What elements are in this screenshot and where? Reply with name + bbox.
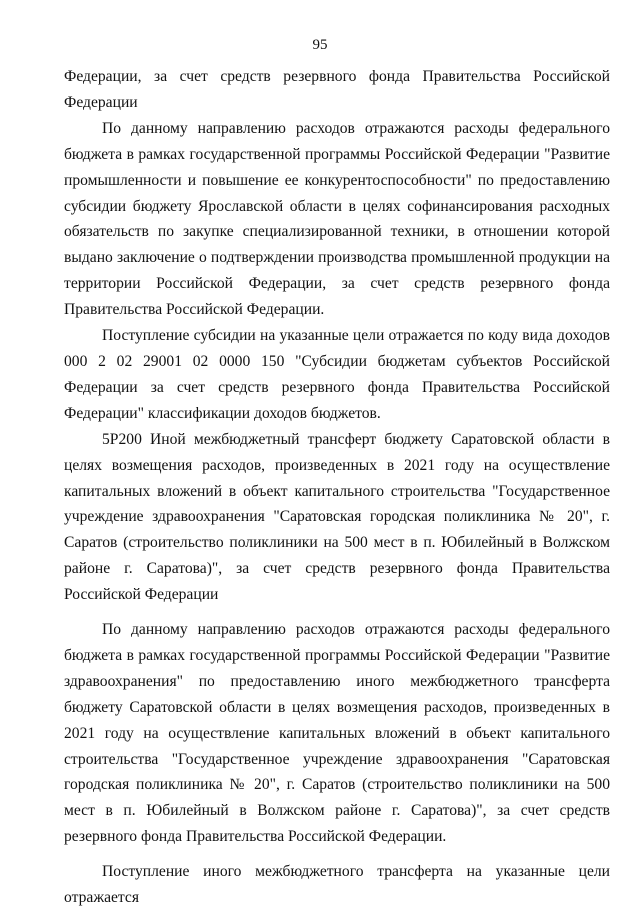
paragraph-5p200-heading: 5Р200 Иной межбюджетный трансферт бюджету Саратовской области в целях возмещения расходов, произведенных в 2021 году на осуществление капитальных вложений в объект капитального строительства "Государственное учреждение здравоохранения "Саратовская городская поликлиника № 20", г. Саратов (строительство поликлиники на 500 мест в п. Юбилейный в Волжском районе г. Саратова)", за счет средств резервного фонда Правительства Российской Федерации bbox=[64, 430, 610, 604]
paragraph-5p200-expenses-description: По данному направлению расходов отражаются расходы федерального бюджета в рамках государственной программы Российской Федерации "Развитие здравоохранения" по предоставлению иного межбюджетного трансферта бюджету Саратовской области в целях возмещения расходов, произведенных в 2021 году на осуществление капитальных вложений в объект капитального строительства "Государственное учреждение здравоохранения "Саратовская городская поликлиника № 20", г. Саратов (строительство поликлиники на 500 мест в п. Юбилейный в Волжском районе г. Саратова)", за счет средств резервного фонда Правительства Российской Федерации. bbox=[64, 621, 610, 846]
paragraph-expenses-description: По данному направлению расходов отражаются расходы федерального бюджета в рамках государственной программы Российской Федерации "Развитие промышленности и повышение ее конкурентоспособности" по предоставлению субсидии бюджету Ярославской области в целях софинансирования расходных обязательств по закупке специализированной техники, в отношении которой выдано заключение о подтверждении производства промышленной продукции на территории Российской Федерации, за счет средств резервного фонда Правительства Российской Федерации. bbox=[64, 119, 610, 319]
paragraph-subsidy-income-code: Поступление субсидии на указанные цели отражается по коду вида доходов 000 2 02 29001 02 0000 150 "Субсидии бюджетам субъектов Российской Федерации за счет средств резервного фонда Правительства Российской Федерации" классификации доходов бюджетов. bbox=[64, 327, 610, 422]
paragraph-continuation: Федерации, за счет средств резервного фонда Правительства Российской Федерации bbox=[64, 68, 610, 111]
paragraph-transfer-income: Поступление иного межбюджетного трансферта на указанные цели отражается bbox=[64, 863, 610, 907]
page-number: 95 bbox=[312, 37, 328, 53]
document-body bbox=[64, 64, 610, 911]
